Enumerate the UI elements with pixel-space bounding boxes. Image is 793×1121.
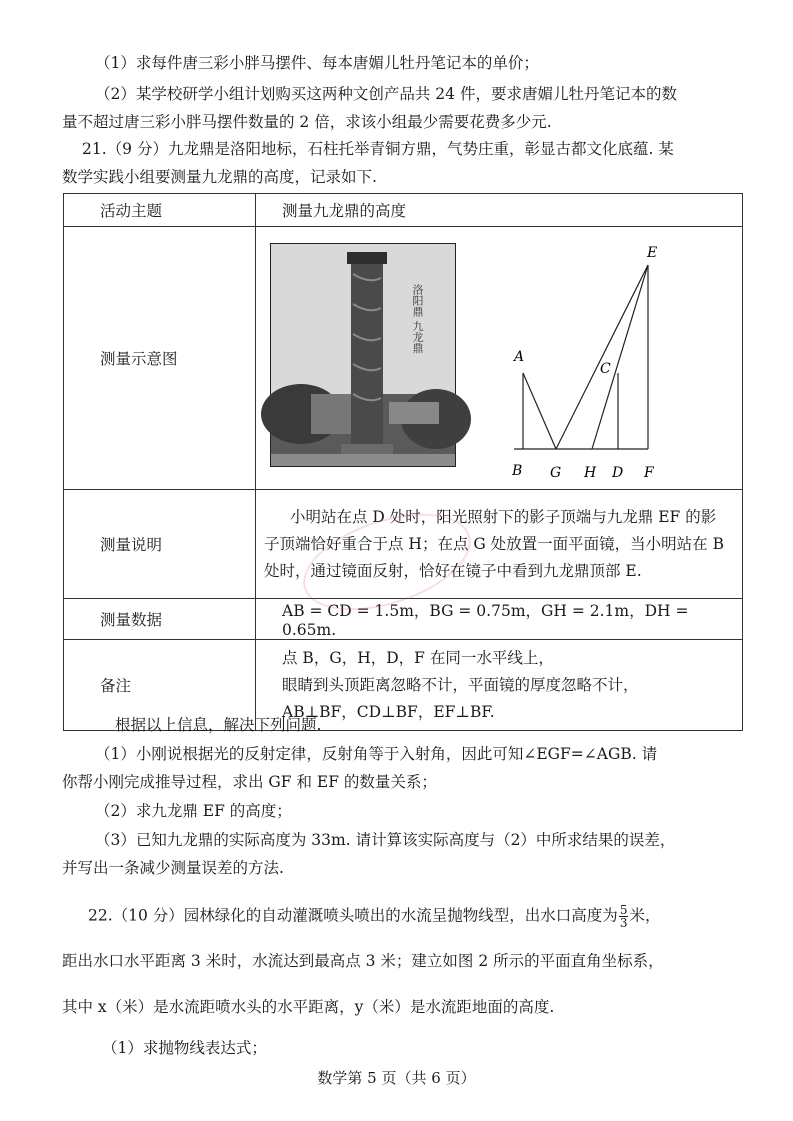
theme-value: 测量九龙鼎的高度 xyxy=(256,194,743,227)
q22-line1-pre: 22.（10 分）园林绿化的自动灌溉喷头喷出的水流呈抛物线型，出水口高度为 xyxy=(88,906,618,925)
q21-intro-line1: 21.（9 分）九龙鼎是洛阳地标，石柱托举青铜方鼎，气势庄重，彰显古都文化底蕴. 某 xyxy=(82,140,674,158)
point-label-F: F xyxy=(644,465,654,481)
q22-part1: （1）求抛物线表达式； xyxy=(102,1039,267,1057)
q21-p3-line1: （3）已知九龙鼎的实际高度为 33m. 请计算该实际高度与（2）中所求结果的误差， xyxy=(95,831,676,849)
desc-label: 测量说明 xyxy=(64,490,256,599)
point-label-B: B xyxy=(512,463,523,479)
q22-line2: 距出水口水平距离 3 米时，水流达到最高点 3 米；建立如图 2 所示的平面直角坐标系， xyxy=(62,952,664,970)
note-line3: AB⊥BF，CD⊥BF，EF⊥BF. xyxy=(282,702,495,721)
measurement-table xyxy=(63,193,743,731)
point-label-C: C xyxy=(600,361,611,377)
point-label-H: H xyxy=(584,465,597,481)
point-label-D: D xyxy=(612,465,624,481)
geometry-figure xyxy=(514,227,674,489)
desc-line1: 小明站在点 D 处时，阳光照射下的影子顶端与九龙鼎 EF 的影 xyxy=(290,507,717,526)
segment-HE xyxy=(592,265,648,449)
table-row-theme xyxy=(64,194,743,227)
q21-p3-line2: 并写出一条减少测量误差的方法. xyxy=(62,859,284,877)
data-label: 测量数据 xyxy=(64,599,256,640)
q21-p1-line2: 你帮小刚完成推导过程，求出 GF 和 EF 的数量关系； xyxy=(62,773,437,791)
monument-photo xyxy=(270,243,456,467)
diagram-cell xyxy=(256,227,743,490)
data-value: AB = CD = 1.5m，BG = 0.75m，GH = 2.1m，DH = 0.65m. xyxy=(256,599,743,640)
segment-AG xyxy=(523,373,556,449)
note-line1: 点 B，G，H，D，F 在同一水平线上， xyxy=(282,648,554,667)
frac-denominator: 3 xyxy=(619,916,628,930)
desc-line2: 子顶端恰好重合于点 H；在点 G 处放置一面平面镜，当小明站在 B xyxy=(264,534,724,553)
theme-label: 活动主题 xyxy=(64,194,256,227)
q22-line1 xyxy=(88,904,660,929)
q21-p1-line1: （1）小刚说根据光的反射定律，反射角等于入射角，因此可知∠EGF=∠AGB. 请 xyxy=(95,745,658,763)
note-label: 备注 xyxy=(64,640,256,731)
q22-line1-post: 米， xyxy=(629,906,661,925)
table-row-diagram xyxy=(64,227,743,490)
q21-after-line: 根据以上信息，解决下列问题. xyxy=(115,716,322,734)
q22-line3: 其中 x（米）是水流距喷水头的水平距离，y（米）是水流距地面的高度. xyxy=(62,998,555,1016)
point-label-E: E xyxy=(647,245,658,261)
q20-part2-line2: 量不超过唐三彩小胖马摆件数量的 2 倍，求该小组最少需要花费多少元. xyxy=(62,113,552,131)
desc-line3: 处时，通过镜面反射，恰好在镜子中看到九龙鼎顶部 E. xyxy=(264,561,642,580)
q21-intro-line2: 数学实践小组要测量九龙鼎的高度，记录如下. xyxy=(62,168,377,186)
page-footer: 数学第 5 页（共 6 页） xyxy=(317,1069,476,1087)
point-label-A: A xyxy=(514,349,525,365)
table-row-data xyxy=(64,599,743,640)
point-label-G: G xyxy=(550,465,562,481)
note-line2: 眼睛到头顶距离忽略不计，平面镜的厚度忽略不计， xyxy=(282,675,639,694)
frac-numerator: 5 xyxy=(619,903,628,917)
diagram-label: 测量示意图 xyxy=(64,227,256,490)
fraction-5-3 xyxy=(619,904,629,929)
q20-part1: （1）求每件唐三彩小胖马摆件、每本唐媚儿牡丹笔记本的单价； xyxy=(95,54,539,72)
photo-caption: 洛阳鼎 九龙鼎 xyxy=(411,284,424,354)
q20-part2-line1: （2）某学校研学小组计划购买这两种文创产品共 24 件，要求唐媚儿牡丹笔记本的数 xyxy=(95,85,677,103)
q21-p2: （2）求九龙鼎 EF 的高度； xyxy=(95,802,292,820)
segment-GE xyxy=(556,265,648,449)
